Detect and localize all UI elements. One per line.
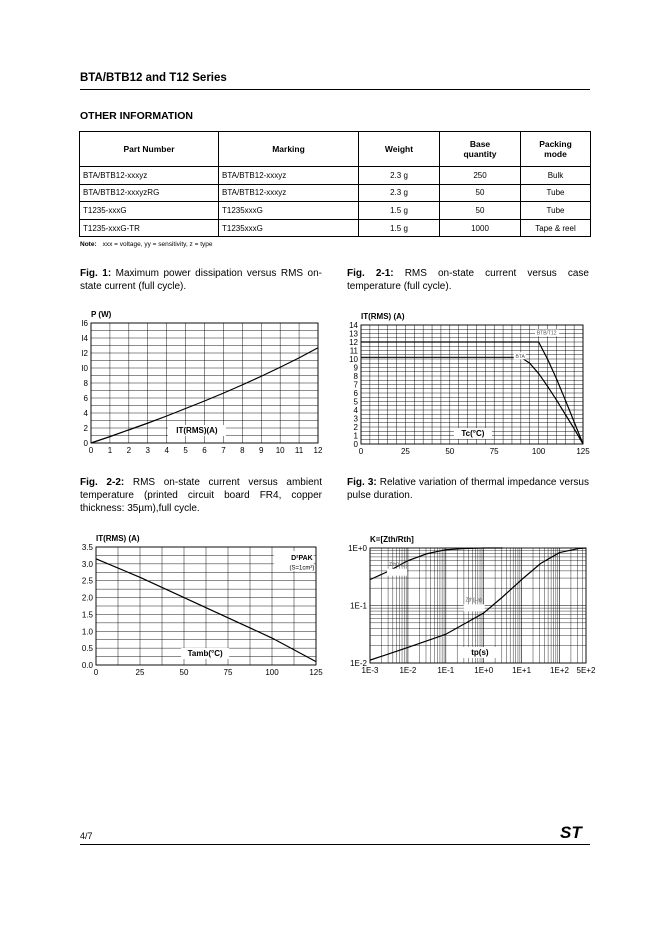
y-tick-label: 6 xyxy=(353,389,358,398)
chart-title: IT(RMS) (A) xyxy=(361,312,405,321)
cell-marking: T1235xxxG xyxy=(219,219,359,237)
cell-weight: 2.3 g xyxy=(359,184,440,202)
x-tick-label: 50 xyxy=(445,447,455,456)
cell-base-quantity: 250 xyxy=(440,167,521,185)
section-title: OTHER INFORMATION xyxy=(80,110,193,122)
fig3-caption xyxy=(347,476,589,502)
y-tick-label: 3.5 xyxy=(81,543,93,552)
x-tick-label: 1E-3 xyxy=(361,666,379,675)
x-tick-label: 1E-1 xyxy=(437,666,455,675)
series-label-bg xyxy=(464,604,485,611)
x-tick-label: 2 xyxy=(126,446,132,455)
chart-title: K=[Zth/Rth] xyxy=(370,535,414,544)
table-row xyxy=(80,184,591,202)
series-label: Zth(j-c) xyxy=(388,561,405,568)
x-tick-label: 0 xyxy=(358,447,364,456)
fig21-chart xyxy=(340,303,600,460)
st-logo-icon xyxy=(558,824,590,840)
y-tick-label: 10 xyxy=(349,355,358,364)
x-tick-label: 10 xyxy=(275,446,285,455)
y-tick-label: 1.5 xyxy=(81,610,93,620)
y-tick-label: 2.5 xyxy=(81,576,93,586)
y-tick-label: 4 xyxy=(353,406,358,415)
cell-base-quantity: 50 xyxy=(440,184,521,202)
x-tick-label: 12 xyxy=(313,446,323,455)
col-header-base-quantity: Base quantity xyxy=(440,132,521,167)
y-tick-label: 9 xyxy=(353,363,358,373)
x-tick-label: 50 xyxy=(179,668,189,677)
table-row xyxy=(80,167,591,185)
y-tick-label: 2.0 xyxy=(81,593,93,603)
fig1-chart xyxy=(70,300,330,460)
x-tick-label: 5E+2 xyxy=(576,666,596,675)
y-tick-label: 0 xyxy=(353,440,358,449)
y-tick-label: 8 xyxy=(83,379,88,388)
x-tick-label: 1E+1 xyxy=(512,666,532,675)
x-tick-label: 125 xyxy=(309,668,323,677)
y-tick-label: 1E-1 xyxy=(350,601,367,611)
header-title: BTA/BTB12 and T12 Series xyxy=(80,72,227,84)
y-tick-label: I4 xyxy=(81,334,88,343)
y-tick-label: 1E-2 xyxy=(350,659,367,668)
y-tick-label: 0.5 xyxy=(81,644,93,654)
x-tick-label: 3 xyxy=(145,446,150,455)
x-tick-label: 11 xyxy=(294,446,304,455)
x-axis-label: Tc(°C) xyxy=(461,429,485,438)
x-tick-label: 1 xyxy=(107,446,113,455)
cell-part-number: BTA/BTB12-xxxyzRG xyxy=(80,184,219,202)
cell-packing-mode: Bulk xyxy=(521,167,591,185)
y-tick-label: 7 xyxy=(353,380,358,390)
other-information-table xyxy=(79,131,591,237)
annotation-line1: D²PAK xyxy=(291,554,313,562)
x-tick-label: 7 xyxy=(221,446,226,455)
cell-marking: T1235xxxG xyxy=(219,202,359,220)
x-tick-label: 100 xyxy=(531,447,546,456)
x-tick-label: 75 xyxy=(489,447,499,456)
y-tick-label: 2 xyxy=(353,423,358,432)
col-header-marking: Marking xyxy=(219,132,359,167)
y-tick-label: I6 xyxy=(81,319,88,328)
x-axis-label: Tamb(°C) xyxy=(187,649,223,658)
annotation-line2: (S=1cm²) xyxy=(289,565,315,572)
y-tick-label: 5 xyxy=(353,397,358,407)
col-header-weight: Weight xyxy=(359,132,440,167)
fig22-label: Fig. 2-2: xyxy=(80,477,125,488)
x-tick-label: 125 xyxy=(576,447,590,456)
chart-title: P (W) xyxy=(91,310,112,319)
y-tick-label: 12 xyxy=(349,338,358,347)
x-tick-label: 0 xyxy=(93,668,99,677)
note-label: Note: xyxy=(80,241,97,248)
series-label-bg xyxy=(387,569,407,576)
y-tick-label: 11 xyxy=(349,346,358,356)
fig1-title: Maximum power dissipation versus RMS on-state current (full cycle). xyxy=(80,268,322,292)
cell-part-number: T1235-xxxG xyxy=(80,202,219,220)
st-logo-text: ST xyxy=(560,824,582,840)
cell-weight: 1.5 g xyxy=(359,202,440,220)
y-tick-label: 2 xyxy=(83,424,88,433)
y-tick-label: 0 xyxy=(83,439,88,448)
x-tick-label: 100 xyxy=(265,668,279,677)
cell-packing-mode: Tube xyxy=(521,184,591,202)
table-header-row xyxy=(80,132,591,167)
fig21-title: RMS on-state current versus case temperature (full cycle). xyxy=(347,268,589,292)
x-tick-label: 75 xyxy=(223,668,233,677)
fig1-label: Fig. 1: xyxy=(80,268,112,279)
fig3-title: Relative variation of thermal impedance versus pulse duration. xyxy=(347,477,589,501)
y-tick-label: 14 xyxy=(349,321,358,330)
header-rule xyxy=(80,89,590,90)
cell-weight: 2.3 g xyxy=(359,167,440,185)
y-tick-label: 1.0 xyxy=(81,627,93,637)
cell-base-quantity: 50 xyxy=(440,202,521,220)
y-tick-label: 3.0 xyxy=(81,559,93,569)
x-tick-label: 1E-2 xyxy=(399,666,417,675)
table-note xyxy=(80,241,213,248)
fig22-caption xyxy=(80,476,322,515)
x-tick-label: 8 xyxy=(240,446,245,455)
fig3-chart xyxy=(340,526,602,680)
note-text: xxx = voltage, yy = sensitivity, z = type xyxy=(102,241,213,248)
cell-packing-mode: Tape & reel xyxy=(521,219,591,237)
y-tick-label: 3 xyxy=(353,414,358,424)
col-header-packing-mode: Packing mode xyxy=(521,132,591,167)
col-header-part-number: Part Number xyxy=(80,132,219,167)
x-tick-label: 25 xyxy=(135,668,145,677)
x-tick-label: 0 xyxy=(88,446,94,455)
x-tick-label: 9 xyxy=(259,446,264,455)
x-tick-label: 6 xyxy=(202,446,207,455)
cell-marking: BTA/BTB12-xxxyz xyxy=(219,167,359,185)
y-tick-label: 8 xyxy=(353,372,358,381)
x-tick-label: 4 xyxy=(164,446,169,455)
cell-marking: BTA/BTB12-xxxyz xyxy=(219,184,359,202)
fig22-chart xyxy=(70,526,330,680)
y-tick-label: 0.0 xyxy=(81,661,93,670)
y-tick-label: 6 xyxy=(83,394,88,403)
x-tick-label: 1E+0 xyxy=(474,666,494,675)
fig3-label: Fig. 3: xyxy=(347,477,377,488)
fig21-label: Fig. 2-1: xyxy=(347,268,394,279)
fig21-caption xyxy=(347,267,589,293)
page-number: 4/7 xyxy=(80,831,93,841)
footer-rule xyxy=(80,844,590,845)
table-row xyxy=(80,219,591,237)
cell-part-number: BTA/BTB12-xxxyz xyxy=(80,167,219,185)
fig22-title: RMS on-state current versus ambient temperature (printed circuit board FR4, copper thickness: 35µm),full cycle. xyxy=(80,477,322,514)
series-label: BTB/T12 xyxy=(536,330,557,337)
x-axis-label: IT(RMS)(A) xyxy=(176,426,218,435)
y-tick-label: I2 xyxy=(81,349,88,358)
series-label: Zth(j-a) xyxy=(465,597,482,604)
x-tick-label: 5 xyxy=(183,446,188,455)
y-tick-label: 13 xyxy=(349,329,358,339)
y-tick-label: I0 xyxy=(81,364,88,373)
y-tick-label: 4 xyxy=(83,409,88,418)
series-label: BTA xyxy=(515,354,525,361)
cell-weight: 1.5 g xyxy=(359,219,440,237)
x-tick-label: 25 xyxy=(400,447,410,456)
chart-title: IT(RMS) (A) xyxy=(96,534,140,543)
fig1-caption xyxy=(80,267,322,293)
cell-part-number: T1235-xxxG-TR xyxy=(80,219,219,237)
y-tick-label: 1 xyxy=(353,431,358,441)
x-axis-label: tp(s) xyxy=(471,648,489,657)
y-tick-label: 1E+0 xyxy=(348,544,367,553)
cell-packing-mode: Tube xyxy=(521,202,591,220)
cell-base-quantity: 1000 xyxy=(440,219,521,237)
table-row xyxy=(80,202,591,220)
x-tick-label: 1E+2 xyxy=(550,666,569,675)
